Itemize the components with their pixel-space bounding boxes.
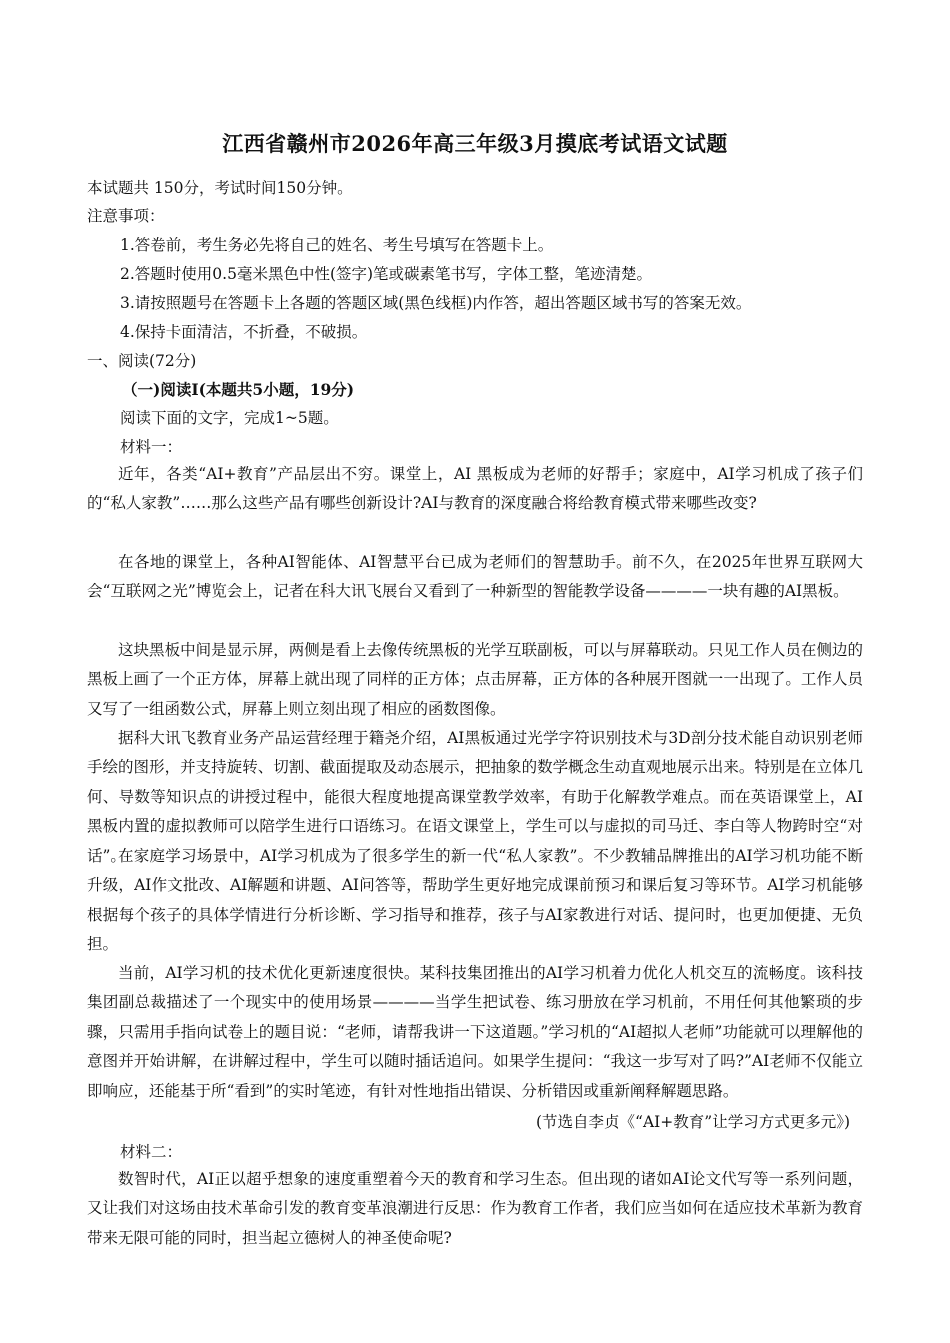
material-one-label: 材料一： — [120, 438, 183, 456]
material-one-paragraph-5: 在家庭学习场景中，AI学习机成为了很多学生的新一代“私人家教”。不少教辅品牌推出的AI学习机功能不断升级，AI作文批改、AI解题和讲题、AI问答等，帮助学生更好地完成课前预习和课后复习等环节。AI学习机能够根据每个孩子的具体学情进行分析诊断、学习指导和推荐，孩子与AI家教进行对话、提问时，也更加便捷、无负担。 — [87, 847, 863, 954]
section-heading-reading: 一、阅读(72分) — [87, 352, 197, 370]
reading-instruction: 阅读下面的文字，完成1~5题。 — [120, 409, 339, 427]
notice-item-4: 4.保持卡面清洁，不折叠，不破损。 — [120, 323, 368, 341]
notice-item-2: 2.答题时使用0.5毫米黑色中性(签字)笔或碳素笔书写，字体工整，笔迹清楚。 — [120, 265, 653, 283]
exam-intro: 本试题共 150分，考试时间150分钟。 — [87, 179, 353, 197]
notice-item-1: 1.答卷前，考生务必先将自己的姓名、考生号填写在答题卡上。 — [120, 236, 554, 254]
page-title: 江西省赣州市2026年高三年级3月摸底考试语文试题 — [222, 131, 728, 156]
material-two-paragraph-1: 数智时代，AI正以超乎想象的速度重塑着今天的教育和学习生态。但出现的诸如AI论文代写等一系列问题，又让我们对这场由技术革命引发的教育变革浪潮进行反思：作为教育工作者，我们应当如何在适应技术革新为教育带来无限可能的同时，担当起立德树人的神圣使命呢? — [87, 1170, 863, 1247]
material-one-source: (节选自李贞《“AI+教育”让学习方式更多元》) — [536, 1113, 850, 1131]
material-one-paragraph-4: 据科大讯飞教育业务产品运营经理于籍尧介绍，AI黑板通过光学字符识别技术与3D剖分技术能自动识别老师手绘的图形，并支持旋转、切割、截面提取及动态展示，把抽象的数学概念生动直观地展示出来。特别是在立体几何、导数等知识点的讲授过程中，能很大程度地提高课堂教学效率，有助于化解教学难点。而在英语课堂上，AI黑板内置的虚拟教师可以陪学生进行口语练习。在语文课堂上，学生可以与虚拟的司马迁、李白等人物跨时空“对话”。 — [87, 729, 863, 865]
material-one-paragraph-6: 当前，AI学习机的技术优化更新速度很快。某科技集团推出的AI学习机着力优化人机交互的流畅度。该科技集团副总裁描述了一个现实中的使用场景————当学生把试卷、练习册放在学习机前，不用任何其他繁琐的步骤，只需用手指向试卷上的题目说：“老师，请帮我讲一下这道题。”学习机的“AI超拟人老师”功能就可以理解他的意图并开始讲解，在讲解过程中，学生可以随时插话追问。如果学生提问：“我这一步写对了吗?”AI老师不仅能立即响应，还能基于所“看到”的实时笔迹，有针对性地指出错误、分析错因或重新阐释解题思路。 — [87, 964, 863, 1100]
subsection-heading: （一)阅读Ⅰ(本题共5小题，19分) — [122, 380, 355, 399]
material-one-paragraph-3: 这块黑板中间是显示屏，两侧是看上去像传统黑板的光学互联副板，可以与屏幕联动。只见工作人员在侧边的黑板上画了一个正方体，屏幕上就出现了同样的正方体；点击屏幕，正方体的各种展开图就一一出现了。工作人员又写了一组函数公式，屏幕上则立刻出现了相应的函数图像。 — [87, 641, 863, 718]
material-one-paragraph-1: 近年，各类“AI+教育”产品层出不穷。课堂上，AI 黑板成为老师的好帮手；家庭中，AI学习机成了孩子们的“私人家教”……那么这些产品有哪些创新设计?AI与教育的深度融合将给教育模式带来哪些改变? — [87, 465, 863, 513]
material-one-paragraph-2: 在各地的课堂上，各种AI智能体、AI智慧平台已成为老师们的智慧助手。前不久，在2025年世界互联网大会“互联网之光”博览会上，记者在科大讯飞展台又看到了一种新型的智能教学设备————一块有趣的AI黑板。 — [87, 553, 863, 601]
notice-heading: 注意事项： — [87, 207, 165, 225]
notice-item-3: 3.请按照题号在答题卡上各题的答题区域(黑色线框)内作答，超出答题区域书写的答案无效。 — [120, 294, 752, 312]
material-two-label: 材料二： — [120, 1143, 183, 1161]
